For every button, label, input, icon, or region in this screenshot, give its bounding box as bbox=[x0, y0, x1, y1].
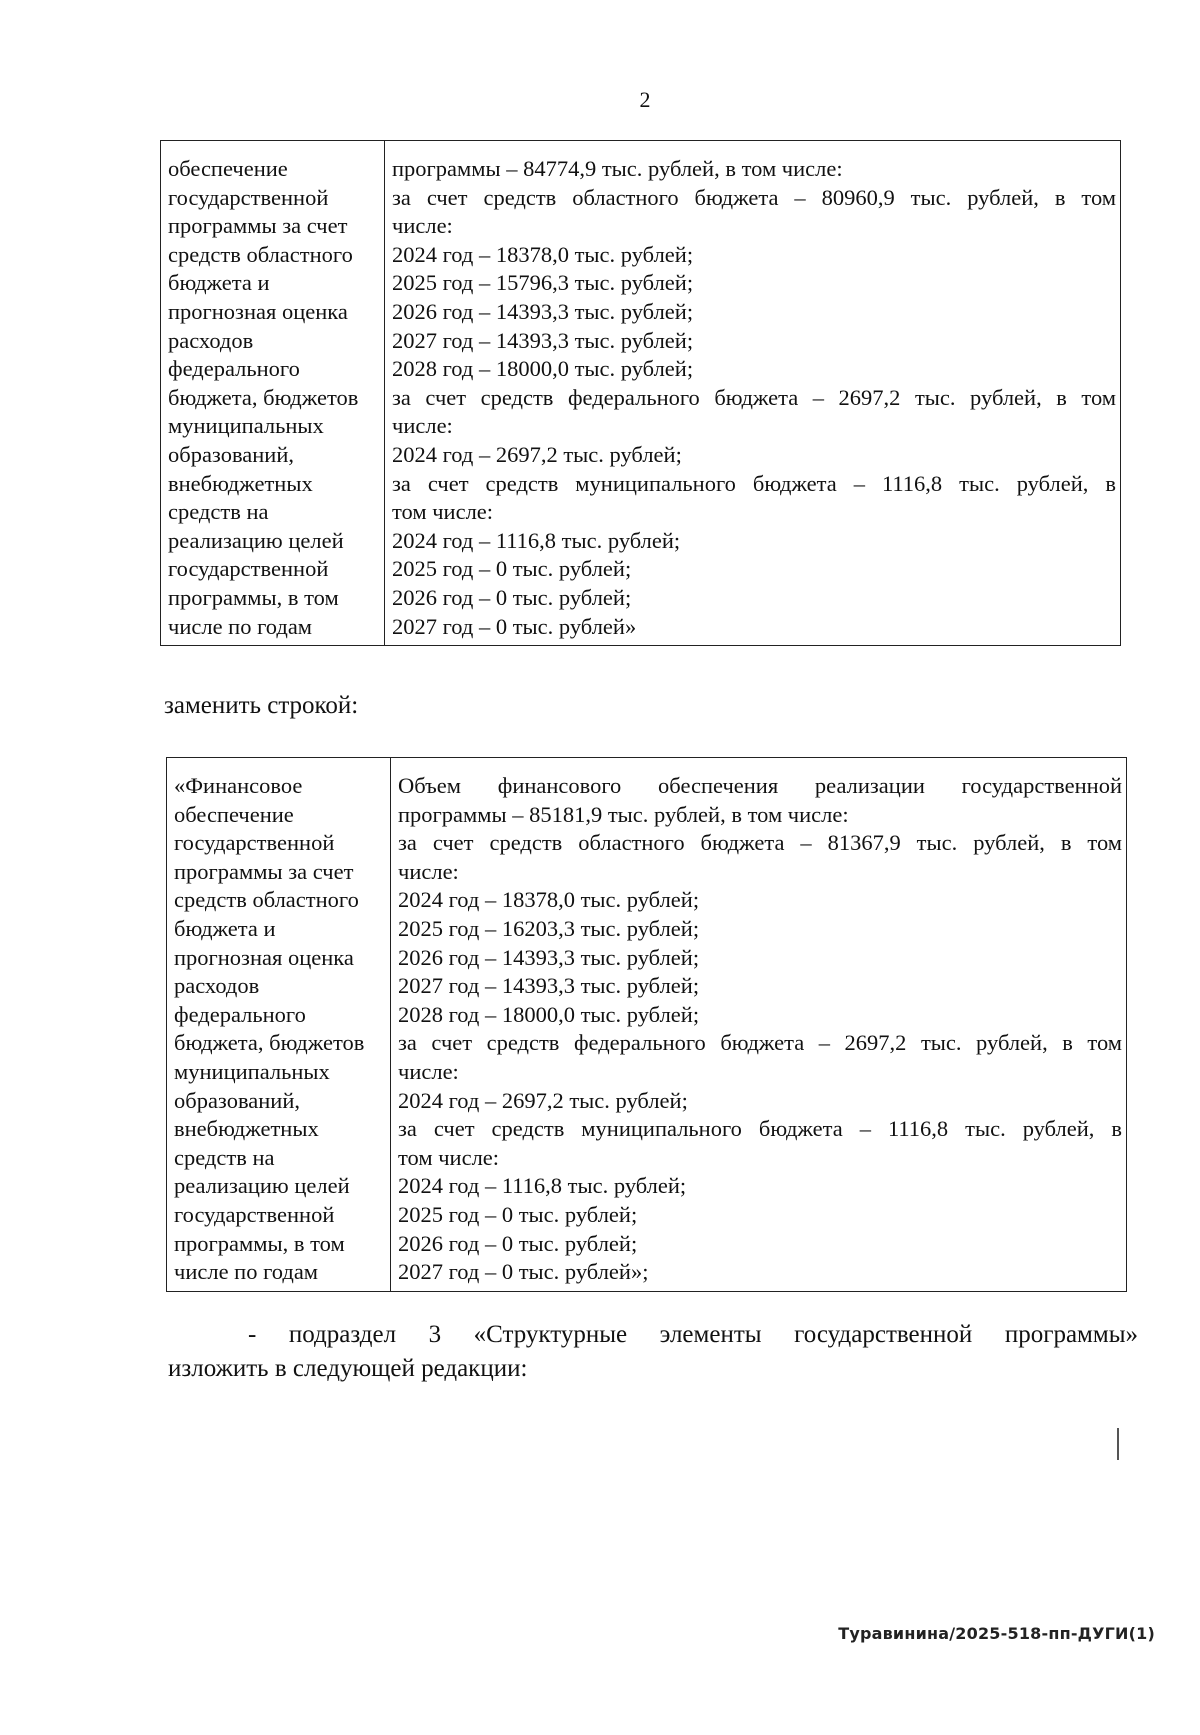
value-line: том числе: bbox=[398, 1144, 500, 1170]
label-line: федерального bbox=[168, 356, 300, 382]
label-line: государственной bbox=[174, 1201, 335, 1227]
amendment-paragraph bbox=[168, 1318, 1138, 1386]
value-line: числе: bbox=[392, 213, 453, 239]
value-line: за счет средств муниципального бюджета – 1116,8 тыс. рублей, в bbox=[398, 1116, 1122, 1142]
table-row bbox=[161, 141, 1121, 646]
label-line: программы за счет bbox=[174, 858, 354, 884]
scan-margin-mark bbox=[1117, 1428, 1119, 1460]
label-line: федерального bbox=[174, 1001, 306, 1027]
label-line: «Финансовое bbox=[174, 773, 303, 798]
label-line: программы за счет bbox=[168, 213, 348, 239]
value-line: за счет средств областного бюджета – 81367,9 тыс. рублей, в том bbox=[398, 830, 1122, 856]
label-line: бюджета и bbox=[168, 270, 270, 296]
table-row bbox=[167, 758, 1127, 1292]
new-financing-table bbox=[166, 757, 1127, 1292]
value-line: числе: bbox=[398, 858, 459, 884]
label-line: муниципальных bbox=[168, 413, 324, 439]
row-label-cell bbox=[161, 141, 385, 646]
value-line: 2024 год – 1116,8 тыс. рублей; bbox=[398, 1173, 687, 1199]
label-line: муниципальных bbox=[174, 1058, 330, 1084]
value-line: числе: bbox=[398, 1058, 459, 1084]
label-line: реализацию целей bbox=[168, 527, 344, 553]
label-line: внебюджетных bbox=[168, 470, 313, 496]
value-line: 2026 год – 0 тыс. рублей; bbox=[392, 584, 632, 610]
page-number: 2 bbox=[639, 87, 651, 112]
label-line: прогнозная оценка bbox=[168, 298, 348, 324]
label-line: образований, bbox=[168, 441, 295, 467]
value-line: 2024 год – 1116,8 тыс. рублей; bbox=[392, 527, 681, 553]
value-line: 2027 год – 0 тыс. рублей»; bbox=[398, 1259, 649, 1285]
value-line: за счет средств областного бюджета – 80960,9 тыс. рублей, в том bbox=[392, 184, 1116, 210]
label-line: государственной bbox=[174, 830, 335, 856]
value-line: за счет средств муниципального бюджета – 1116,8 тыс. рублей, в bbox=[392, 470, 1116, 496]
paragraph-line: - подраздел 3 «Структурные элементы государственной программы» bbox=[248, 1321, 1138, 1348]
old-financing-table bbox=[160, 140, 1121, 646]
value-line: программы – 84774,9 тыс. рублей, в том числе: bbox=[392, 156, 843, 181]
label-line: числе по годам bbox=[168, 613, 313, 639]
label-line: образований, bbox=[174, 1087, 301, 1113]
value-line: том числе: bbox=[392, 499, 494, 525]
label-line: обеспечение bbox=[174, 801, 294, 827]
value-line: 2024 год – 18378,0 тыс. рублей; bbox=[392, 241, 694, 267]
label-line: программы, в том bbox=[168, 584, 339, 610]
document-code: Туравинина/2025-518-пп-ДУГИ(1) bbox=[838, 1624, 1155, 1643]
label-line: бюджета, бюджетов bbox=[168, 384, 359, 410]
label-line: программы, в том bbox=[174, 1230, 345, 1256]
value-line: числе: bbox=[392, 413, 453, 439]
value-line: за счет средств федерального бюджета – 2697,2 тыс. рублей, в том bbox=[398, 1030, 1122, 1056]
value-line: 2026 год – 14393,3 тыс. рублей; bbox=[398, 944, 700, 970]
value-line: 2026 год – 0 тыс. рублей; bbox=[398, 1230, 638, 1256]
value-line: 2024 год – 2697,2 тыс. рублей; bbox=[392, 441, 682, 467]
label-line: средств на bbox=[168, 499, 269, 525]
label-line: обеспечение bbox=[168, 156, 288, 181]
value-line: 2028 год – 18000,0 тыс. рублей; bbox=[398, 1001, 700, 1027]
value-line: 2026 год – 14393,3 тыс. рублей; bbox=[392, 298, 694, 324]
label-line: средств областного bbox=[168, 241, 353, 267]
label-line: бюджета и bbox=[174, 915, 276, 941]
value-line: Объем финансового обеспечения реализации государственной bbox=[398, 773, 1122, 798]
value-line: 2027 год – 14393,3 тыс. рублей; bbox=[392, 327, 694, 353]
label-line: государственной bbox=[168, 556, 329, 582]
label-line: средств областного bbox=[174, 887, 359, 913]
value-line: 2025 год – 0 тыс. рублей; bbox=[392, 556, 632, 582]
paragraph-line: изложить в следующей редакции: bbox=[168, 1355, 528, 1382]
row-label-cell bbox=[167, 758, 391, 1292]
row-value-cell bbox=[391, 758, 1127, 1292]
replace-instruction: заменить строкой: bbox=[164, 692, 359, 719]
label-line: внебюджетных bbox=[174, 1116, 319, 1142]
label-line: расходов bbox=[168, 327, 254, 353]
value-line: 2025 год – 0 тыс. рублей; bbox=[398, 1201, 638, 1227]
value-line: 2025 год – 16203,3 тыс. рублей; bbox=[398, 915, 700, 941]
value-line: 2027 год – 0 тыс. рублей» bbox=[392, 613, 637, 639]
label-line: государственной bbox=[168, 184, 329, 210]
value-line: за счет средств федерального бюджета – 2697,2 тыс. рублей, в том bbox=[392, 384, 1116, 410]
label-line: реализацию целей bbox=[174, 1173, 350, 1199]
value-line: 2027 год – 14393,3 тыс. рублей; bbox=[398, 973, 700, 999]
label-line: бюджета, бюджетов bbox=[174, 1030, 365, 1056]
value-line: программы – 85181,9 тыс. рублей, в том числе: bbox=[398, 801, 849, 827]
label-line: средств на bbox=[174, 1144, 275, 1170]
value-line: 2028 год – 18000,0 тыс. рублей; bbox=[392, 356, 694, 382]
value-line: 2025 год – 15796,3 тыс. рублей; bbox=[392, 270, 694, 296]
row-value-cell bbox=[385, 141, 1121, 646]
label-line: прогнозная оценка bbox=[174, 944, 354, 970]
label-line: числе по годам bbox=[174, 1259, 319, 1285]
value-line: 2024 год – 2697,2 тыс. рублей; bbox=[398, 1087, 688, 1113]
label-line: расходов bbox=[174, 973, 260, 999]
value-line: 2024 год – 18378,0 тыс. рублей; bbox=[398, 887, 700, 913]
